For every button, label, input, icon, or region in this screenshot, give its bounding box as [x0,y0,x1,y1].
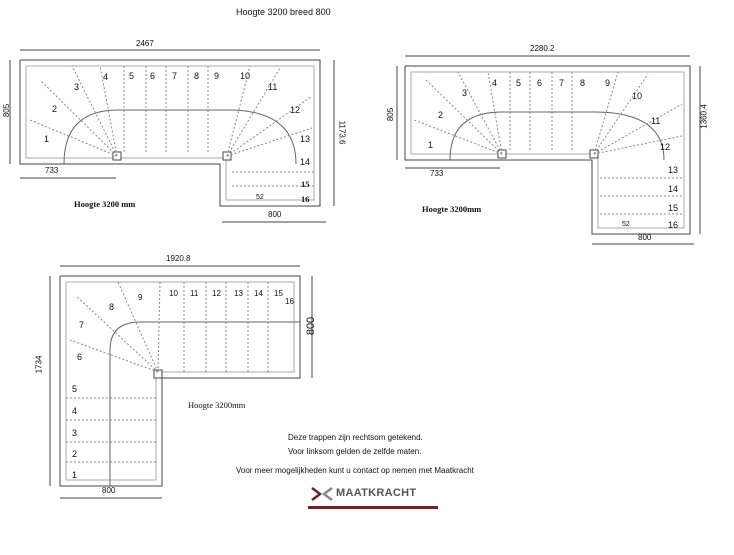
stair-b-step: 12 [660,142,671,152]
stair-a-bottom-left: 733 [45,166,59,175]
stair-c-step: 9 [138,293,143,302]
stair-b-step: 9 [605,78,611,88]
stair-c-label: Hoogte 3200mm [188,400,246,410]
stair-b-right-height: 1360.4 [699,104,709,129]
stair-a-step: 12 [290,105,301,115]
stair-a-step: 1 [44,134,50,144]
stair-b-step: 5 [516,78,522,88]
sheet-title: Hoogte 3200 breed 800 [236,7,331,17]
stair-b-step: 1 [428,140,434,150]
stair-c-width: 1920.8 [166,254,191,263]
stair-a-left-height: 805 [2,103,12,118]
stair-c-step: 12 [212,289,221,298]
note-line-2: Voor linksom gelden de zelfde maten. [288,447,422,456]
stair-a-step: 5 [129,71,135,81]
stair-c-outline [60,276,300,486]
stair-b-step: 8 [580,78,586,88]
stair-a-step: 14 [300,157,311,167]
note-line-3: Voor meer mogelijkheden kunt u contact op nemen met Maatkracht [236,466,474,475]
stair-c-step: 11 [190,289,199,298]
stair-c-step: 8 [109,302,115,312]
stair-a-step: 2 [52,104,58,114]
stair-c-step: 6 [77,352,83,362]
stair-a-step: 16 [301,194,310,204]
logo-underline [308,506,438,509]
stair-c-right-height: 800 [305,316,318,336]
stair-c-step: 14 [254,289,263,298]
stair-a-step: 13 [300,134,311,144]
stair-b-step: 14 [668,184,679,194]
stair-a-step: 3 [74,82,80,92]
stair-c-step: 3 [72,428,78,438]
stair-c-left-height: 1734 [34,355,44,374]
stair-b-step: 4 [492,78,498,88]
stair-b-step: 16 [668,220,679,230]
stair-c-step: 1 [72,470,78,480]
stair-b-step: 7 [559,78,565,88]
stair-b-step: 10 [632,91,643,101]
stair-c-step: 13 [234,289,243,298]
stair-a-width: 2467 [136,39,154,48]
stair-b-step: 11 [651,116,661,126]
stair-a-right-height: 1173.6 [337,120,347,145]
stair-c-step: 4 [72,406,78,416]
stair-a-step: 10 [240,71,251,81]
stair-a-step: 9 [214,71,220,81]
stair-b-step: 2 [438,110,444,120]
stair-a-label: Hoogte 3200 mm [74,199,136,209]
stair-c-step: 7 [79,320,85,330]
maatkracht-mark-icon [310,486,334,502]
stair-b-bottom-left: 733 [430,169,444,178]
stair-a-step: 7 [172,71,178,81]
stair-a-step: 11 [268,82,278,92]
stair-c-step: 2 [72,449,78,459]
stair-c-step: 15 [274,289,283,298]
stair-c-bottom: 800 [102,486,116,495]
stair-a-step: 4 [103,72,109,82]
stair-c-step: 5 [72,384,78,394]
stair-c-step: 10 [169,289,178,298]
stair-c-step: 16 [285,297,294,306]
stair-b-bottom-right: 800 [638,233,652,242]
stair-b-post: 52 [622,221,630,228]
stair-a-step: 6 [150,71,156,81]
stair-b-step: 3 [462,88,468,98]
logo-text: MAATKRACHT [336,487,417,499]
stair-a-bottom-right: 800 [268,210,282,219]
stair-b-step: 15 [668,203,679,213]
stair-b-label: Hoogte 3200mm [422,204,482,214]
stair-b-left-height: 805 [386,107,396,122]
stair-b-step: 6 [537,78,543,88]
maatkracht-logo [308,486,438,510]
stair-a-post: 52 [256,194,264,201]
stair-a-step: 15 [301,179,310,189]
stair-a-step: 8 [194,71,200,81]
stair-b-step: 13 [668,165,679,175]
stair-b-width: 2280.2 [530,44,555,53]
note-line-1: Deze trappen zijn rechtsom getekend. [288,433,423,442]
